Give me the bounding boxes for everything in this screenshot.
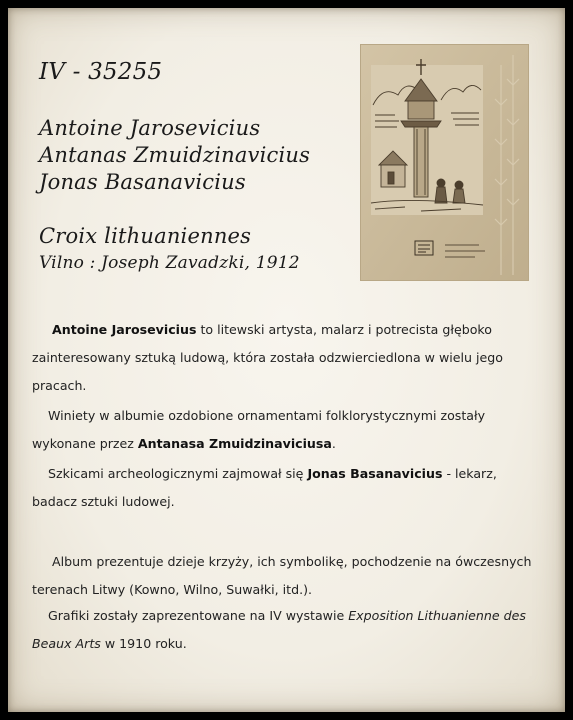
book-title: Croix lithuaniennes	[39, 224, 252, 248]
paragraph-jarosevicius-text: to litewski artysta, malarz i potrecista głęboko zainteresowany sztuką ludową, która została odzwierciedlona w wielu jego pracach.	[32, 322, 503, 393]
paragraph-sketches-text: Szkicami archeologicznymi zajmował się	[48, 466, 308, 481]
name-basanavicius: Jonas Basanavicius	[307, 466, 443, 481]
paragraph-vignettes-text: Winiety w albumie ozdobione ornamentami folklorystycznymi zostały wykonane przez	[32, 408, 486, 451]
wayside-shrine-illustration	[361, 45, 528, 280]
paragraph-vignettes	[32, 402, 532, 458]
book-imprint: Vilno : Joseph Zavadzki, 1912	[39, 253, 300, 273]
book-page-photo	[361, 45, 528, 280]
paragraph-sketches	[32, 460, 532, 516]
paragraph-jarosevicius	[32, 316, 532, 400]
catalog-signature: IV - 35255	[39, 59, 163, 85]
paragraph-exhibition-end: w 1910 roku.	[100, 636, 187, 651]
author-1: Antoine Jarosevicius	[39, 116, 261, 140]
exhibition-name: Exposition Lithuanienne des Beaux Arts	[32, 608, 526, 651]
author-2: Antanas Zmuidzinavicius	[39, 143, 311, 167]
author-3: Jonas Basanavicius	[39, 170, 246, 194]
paragraph-exhibition-text: Grafiki zostały zaprezentowane na IV wystawie	[48, 608, 349, 623]
name-zmuidzinavicius: Antanasa Zmuidzinaviciusa	[137, 436, 332, 451]
name-jarosevicius: Antoine Jarosevicius	[52, 322, 197, 337]
paragraph-exhibition	[32, 602, 532, 658]
paragraph-sketches-end: - lekarz, badacz sztuki ludowej.	[32, 466, 497, 509]
paragraph-album: Album prezentuje dzieje krzyży, ich symbolikę, pochodzenie na ówczesnych terenach Litwy (Kowno, Wilno, Suwałki, itd.).	[32, 554, 532, 597]
paragraph-vignettes-end: .	[331, 436, 336, 451]
